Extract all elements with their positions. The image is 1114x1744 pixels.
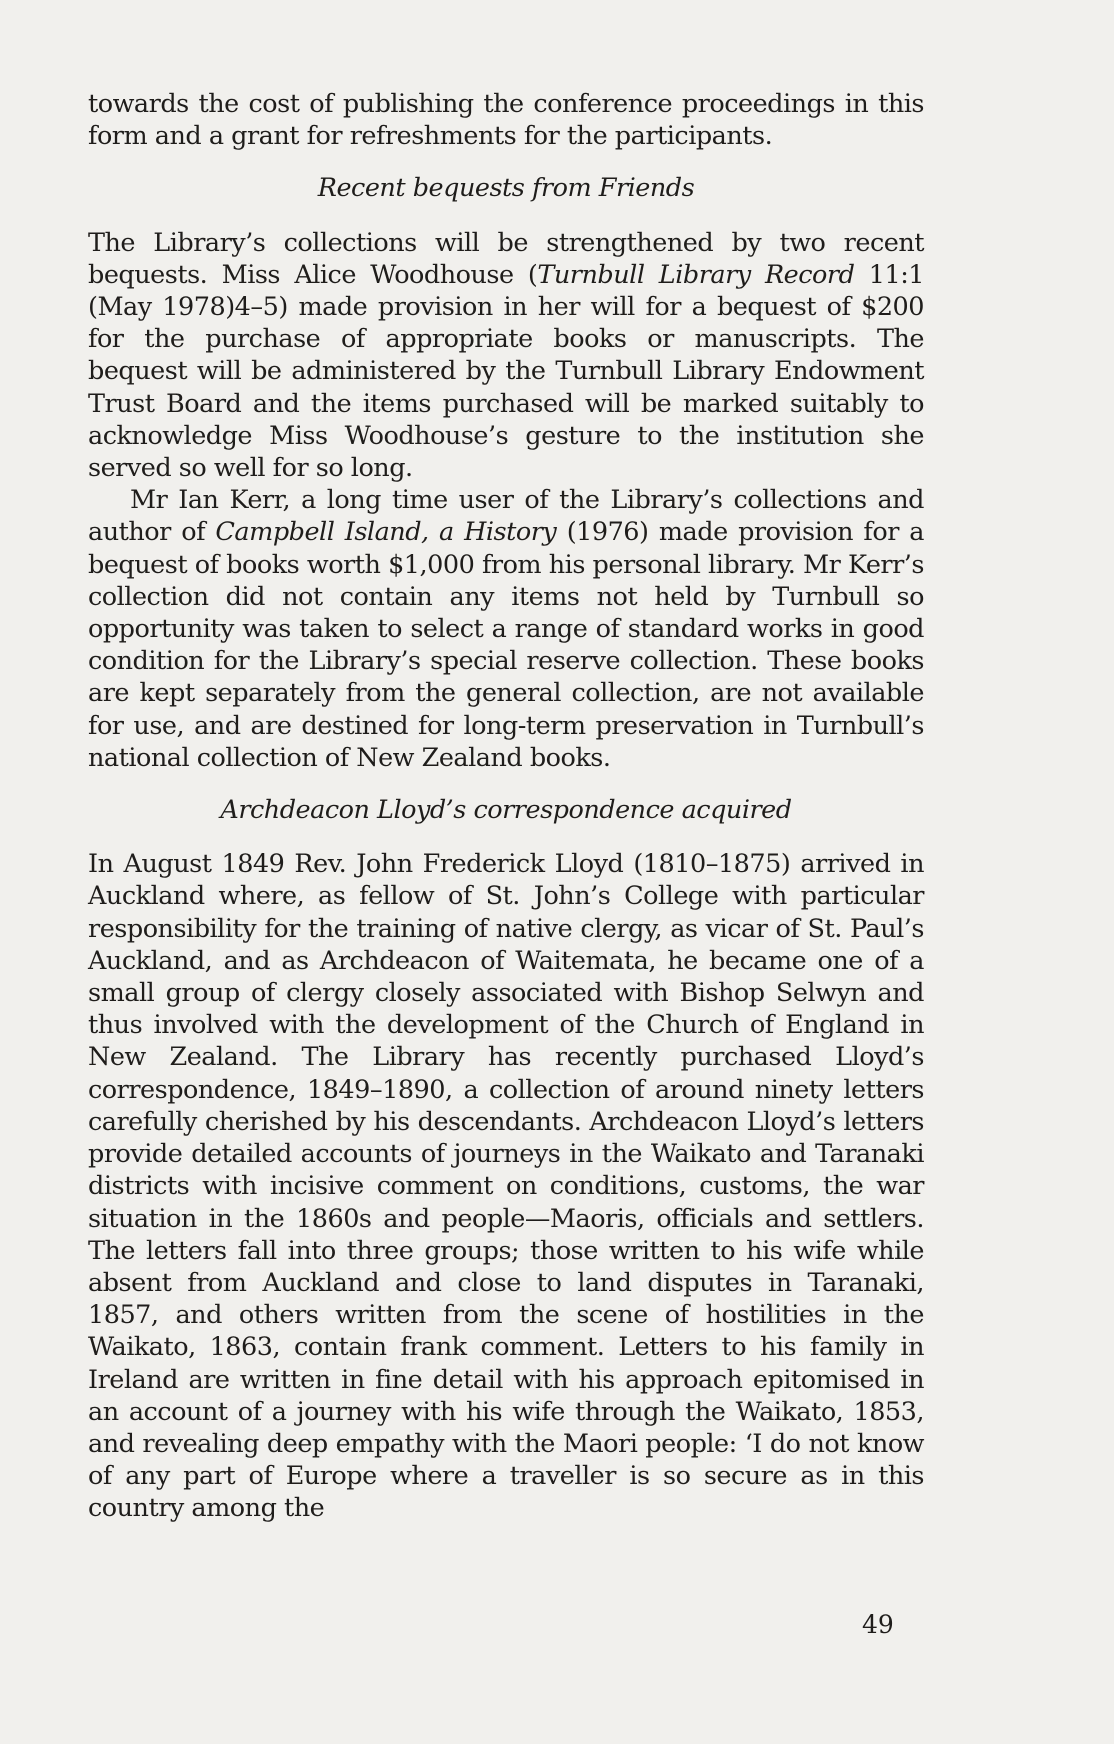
bequests-paragraph-1	[88, 227, 924, 485]
bequests-paragraph-1-italic: Turnbull Library Record	[537, 259, 855, 290]
page-number: 49	[862, 1610, 894, 1639]
section-heading-lloyd: Archdeacon Lloyd’s correspondence acquired	[220, 795, 792, 826]
bequests-paragraph-1-text-b: 11:1 (May 1978)4–5) made provision in her will for a bequest of $200 for the purchase of appropriate books or manuscripts. The bequest will be administered by the Turnbull Library Endowment Trust Board and the items purchased will be marked suitably to acknowledge Miss Woodhouse’s gesture to the institution she served so well for so long.	[88, 259, 925, 484]
lloyd-paragraph-1: In August 1849 Rev. John Frederick Lloyd (1810–1875) arrived in Auckland where, as fellow of St. John’s College with particular responsibility for the training of native clergy, as vicar of St. Paul’s Auckland, and as Archdeacon of Waitemata, he became one of a small group of clergy closely associated with Bishop Selwyn and thus involved with the development of the Church of England in New Zealand. The Library has recently purchased Lloyd’s correspondence, 1849–1890, a collection of around ninety letters carefully cherished by his descendants. Archdeacon Lloyd’s letters provide detailed accounts of journeys in the Waikato and Taranaki districts with incisive comment on conditions, customs, the war situation in the 1860s and people—Maoris, officials and settlers. The letters fall into three groups; those written to his wife while absent from Auckland and close to land disputes in Taranaki, 1857, and others written from the scene of hostilities in the Waikato, 1863, contain frank comment. Letters to his family in Ireland are written in fine detail with his approach epitomised in an account of a journey with his wife through the Waikato, 1853, and revealing deep empathy with the Maori people: ‘I do not know of any part of Europe where a traveller is so secure as in this country among the	[88, 849, 924, 1524]
bequests-paragraph-2-italic: Campbell Island, a History	[215, 517, 557, 548]
opening-paragraph: towards the cost of publishing the conference proceedings in this form and a grant for refreshments for the participants.	[88, 89, 924, 152]
bequests-paragraph-1-text-a: The Library’s collections will be strengthened by two recent bequests. Miss Alice Woodhouse (	[88, 227, 924, 290]
bequests-paragraph-2-text-a: Mr Ian Kerr, a long time user of the Library’s collections and author of	[88, 485, 924, 548]
bequests-paragraph-2-text-b: (1976) made provision for a bequest of books worth $1,000 from his personal library. Mr Kerr’s collection did not contain any items not held by Turnbull so opportunity was taken to select a range of standard works in good condition for the Library’s special reserve collection. These books are kept separately from the general collection, are not available for use, and are destined for long-term preservation in Turnbull’s national collection of New Zealand books.	[88, 517, 924, 773]
bequests-paragraph-2	[88, 484, 924, 774]
section-heading-bequests: Recent bequests from Friends	[317, 173, 695, 204]
page-body	[88, 88, 924, 1525]
